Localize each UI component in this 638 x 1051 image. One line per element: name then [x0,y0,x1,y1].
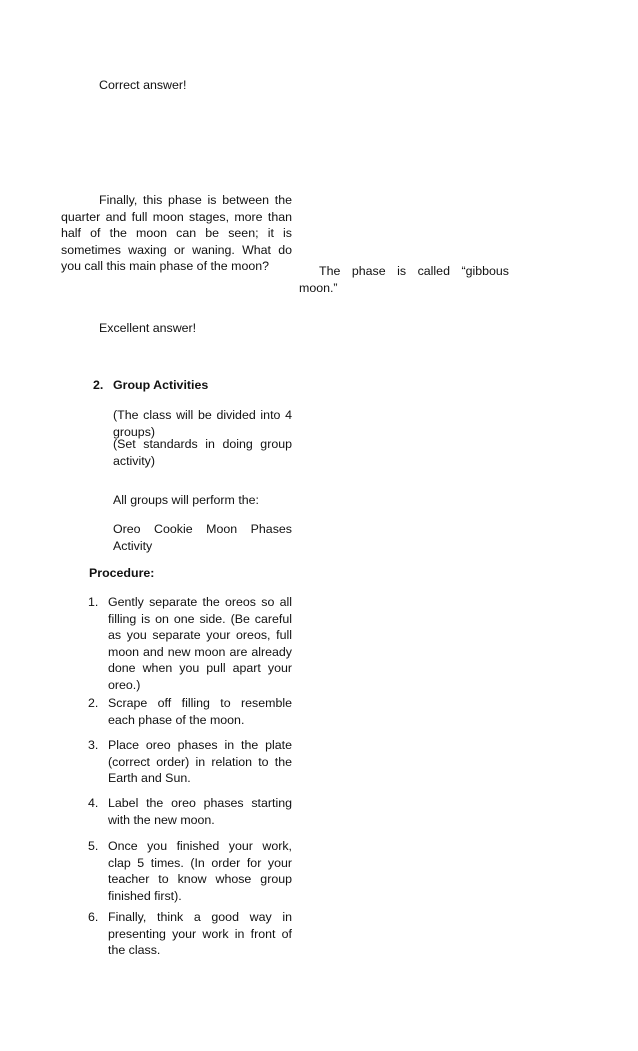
procedure-step [88,838,292,904]
procedure-step [88,594,292,694]
step-text: Finally, think a good way in presenting your work in front of the class. [108,910,292,958]
step-number: 2. [88,696,99,710]
procedure-step [88,695,292,728]
student-answer-text: The phase is called “gibbous moon.” [299,264,509,295]
procedure-heading: Procedure: [89,566,155,580]
procedure-step [88,909,292,959]
procedure-step [88,737,292,787]
group-division-note: (The class will be divided into 4 groups) [113,408,292,439]
section-number: 2. [93,378,104,392]
procedure-step [88,795,292,828]
group-standards-note: (Set standards in doing group activity) [113,437,292,468]
step-text: Once you finished your work, clap 5 times. (In order for your teacher to know whose group finished first). [108,839,292,903]
step-text: Place oreo phases in the plate (correct order) in relation to the Earth and Sun. [108,738,292,786]
step-number: 3. [88,738,99,752]
all-groups-text: All groups will perform the: [113,493,259,507]
group-activities-heading [93,377,313,394]
section-title: Group Activities [113,378,209,392]
step-text: Scrape off filling to resemble each phase of the moon. [108,696,292,727]
step-text: Gently separate the oreos so all filling is on one side. (Be careful as you separate your oreos, full moon and new moon are already done when you pull apart your oreo.) [108,595,292,692]
step-number: 4. [88,796,99,810]
excellent-answer-text: Excellent answer! [99,321,197,335]
step-number: 5. [88,839,99,853]
step-number: 6. [88,910,99,924]
correct-answer-text: Correct answer! [99,78,187,92]
step-text: Label the oreo phases starting with the new moon. [108,796,292,827]
teacher-question-text: Finally, this phase is between the quarter and full moon stages, more than half of the moon can be seen; it is sometimes waxing or waning. What do you call this main phase of the moon? [61,193,292,274]
activity-name: Oreo Cookie Moon Phases Activity [113,522,292,553]
step-number: 1. [88,595,99,609]
